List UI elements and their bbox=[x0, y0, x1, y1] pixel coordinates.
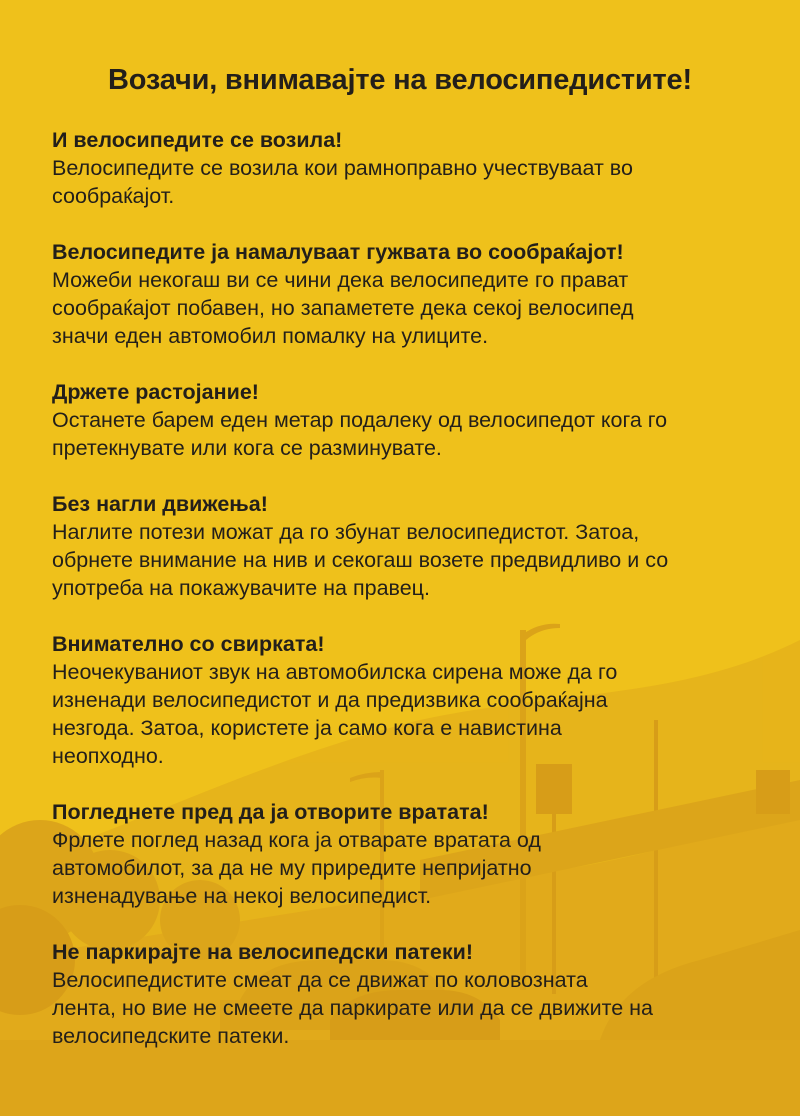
section-heading: Велосипедите ја намалуваат гужвата во сообраќајот! bbox=[52, 240, 624, 264]
section-line: претекнувате или кога се разминувате. bbox=[52, 436, 442, 460]
section-line: неопходно. bbox=[52, 744, 164, 768]
section-line: Наглите потези можат да го збунат велосипедистот. Затоа, bbox=[52, 520, 640, 544]
section-heading: Не паркирајте на велосипедски патеки! bbox=[52, 940, 474, 964]
section-heading: И велосипедите се возила! bbox=[52, 128, 343, 152]
section-line: Можеби некогаш ви се чини дека велосипедите го прават bbox=[52, 268, 629, 292]
page-title: Возачи, внимавајте на велосипедистите! bbox=[108, 64, 692, 96]
section-check-door bbox=[52, 798, 752, 910]
section-text bbox=[52, 154, 752, 210]
section-heading: Без нагли движења! bbox=[52, 492, 268, 516]
section-text bbox=[52, 826, 752, 910]
ground bbox=[0, 1040, 800, 1116]
section-line: Неочекуваниот звук на автомобилска сирена може да го bbox=[52, 660, 618, 684]
section-text bbox=[52, 406, 752, 462]
section-line: Велосипедите се возила кои рамноправно учествуваат во bbox=[52, 156, 633, 180]
section-no-parking-bike-lanes bbox=[52, 938, 752, 1050]
section-line: велосипедските патеки. bbox=[52, 1024, 290, 1048]
section-line: незгода. Затоа, користете ја само кога е навистина bbox=[52, 716, 562, 740]
section-line: Велосипедистите смеат да се движат по коловозната bbox=[52, 968, 588, 992]
section-text bbox=[52, 266, 752, 350]
section-line: сообраќајот. bbox=[52, 184, 175, 208]
section-line: Останете барем еден метар подалеку од велосипедот кога го bbox=[52, 408, 668, 432]
section-line: изненади велосипедистот и да предизвика сообраќајна bbox=[52, 688, 608, 712]
section-reduce-traffic bbox=[52, 238, 752, 350]
section-line: сообраќајот побавен, но запаметете дека секој велосипед bbox=[52, 296, 634, 320]
section-text bbox=[52, 966, 752, 1050]
section-careful-horn bbox=[52, 630, 752, 770]
section-line: Фрлете поглед назад кога ја отварате вратата од bbox=[52, 828, 541, 852]
section-heading: Внимателно со свирката! bbox=[52, 632, 325, 656]
section-line: обрнете внимание на нив и секогаш возете предвидливо и со bbox=[52, 548, 669, 572]
section-line: изненадување на некој велосипедист. bbox=[52, 884, 432, 908]
bridge-sign bbox=[756, 770, 790, 814]
section-keep-distance bbox=[52, 378, 752, 462]
section-bikes-are-vehicles bbox=[52, 126, 752, 210]
section-text bbox=[52, 658, 752, 770]
section-heading: Држете растојание! bbox=[52, 380, 259, 404]
section-line: употреба на покажувачите на правец. bbox=[52, 576, 430, 600]
section-no-sudden-moves bbox=[52, 490, 752, 602]
section-line: значи еден автомобил помалку на улиците. bbox=[52, 324, 489, 348]
section-text bbox=[52, 518, 752, 602]
section-line: лента, но вие не смеете да паркирате или да се движите на bbox=[52, 996, 653, 1020]
section-line: автомобилот, за да не му приредите непријатно bbox=[52, 856, 532, 880]
section-heading: Погледнете пред да ја отворите вратата! bbox=[52, 800, 489, 824]
